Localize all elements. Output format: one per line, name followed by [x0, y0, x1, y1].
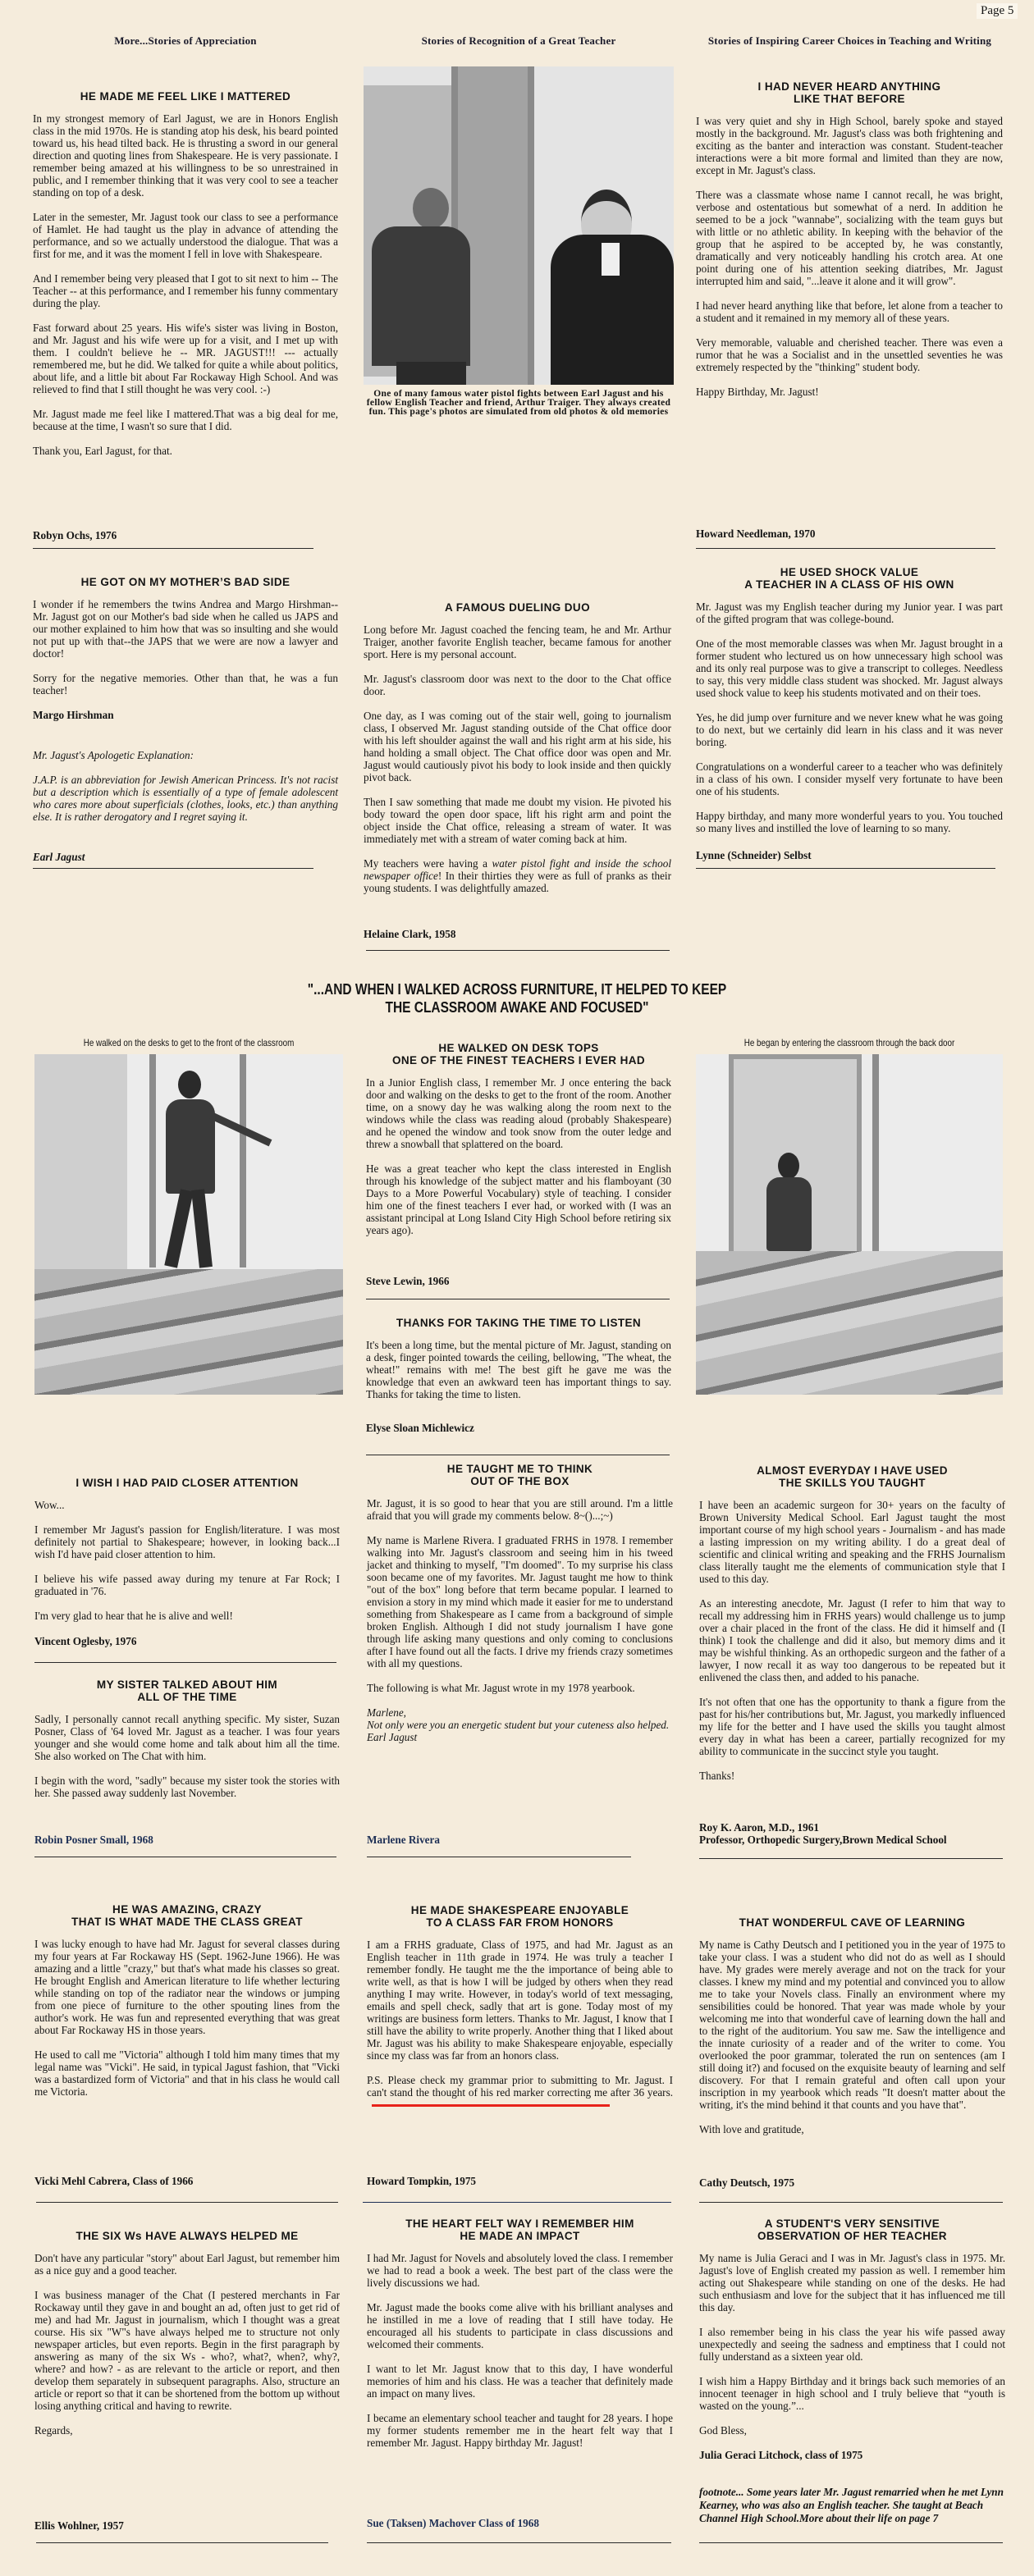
story-that-wonderful-cave-of-learning: [699, 1916, 1005, 2189]
story-paragraph: One of the most memorable classes was when Mr. Jagust brought in a former student who lectured us on how unnecessary high school was and its only real purpose was to give a transcript to colleges. Needless to say, this very middle class student was shocked. Mr. Jagust always used shock value to keep his students motivated and on their toes.: [696, 637, 1003, 699]
story-paragraph: I begin with the word, "sadly" because my sister took the stories with her. She passed away suddenly last November.: [34, 1774, 340, 1799]
story-paragraph: He was a great teacher who kept the class interested in English through his knowledge of the subject matter and his flamboyant (30 Days to a More Powerful Vocabulary) style of teaching. I consider him one of the finest teachers I ever had, or worked with (I was an assistant principal at Long Island City High School before retiring six years ago).: [366, 1162, 671, 1236]
story-paragraph: Mr. Jagust's Apologetic Explanation:: [33, 749, 194, 761]
story-paragraph: Then I saw something that made me doubt my vision. He pivoted his body toward the open door space, lift his right arm and point the object inside the Chat office, releasing a stream of water. It was immediately met with a stream of water coming back at him.: [364, 796, 671, 845]
story-paragraph: With love and gratitude,: [699, 2123, 804, 2135]
story-title: [699, 1916, 1005, 1929]
story-a-students-very-sensitive-observation: [699, 2217, 1005, 2533]
story-title-line: THE SIX Ws HAVE ALWAYS HELPED ME: [75, 2230, 299, 2242]
story-title: [367, 1463, 673, 1487]
story-author: [367, 2175, 673, 2187]
story-paragraph: I remember Mr Jagust's passion for English/literature. I was most definitely not partial to Shakespeare; however, in looking back...I wish I'd have paid closer attention to him.: [34, 1523, 340, 1560]
story-title: [364, 601, 671, 614]
story-paragraph: In my strongest memory of Earl Jagust, we are in Honors English class in the mid 1970s. He is standing atop his desk, his beard pointed toward us, his head tilted back. He is thrusting a sword in our general direction and quoting lines from Shakespeare. He is very passionate. I remember being amazed at his willingness to be so unrestrained in public, and I remember thinking that it was very cool to see a teacher standing on top of a desk.: [33, 112, 338, 199]
author-line: Howard Tompkin, 1975: [367, 2175, 477, 2187]
author-line: Howard Needleman, 1970: [696, 528, 816, 540]
story-he-walked-on-desk-tops: [366, 1042, 671, 1287]
story-author: [34, 1635, 340, 1647]
story-title: [34, 1903, 340, 1928]
story-author: [34, 2175, 340, 2187]
story-author: [367, 2517, 673, 2529]
story-paragraph: My name is Julia Geraci and I was in Mr. Jagust's class in 1975. Mr. Jagust's love of English created my passion as well. I remember him acting out Shakespeare while standing on one of the desks. He had such enthusiasm and love for the subject that it has influenced me till this day.: [699, 2252, 1005, 2313]
story-author: [366, 1275, 671, 1287]
story-author: [34, 2519, 340, 2532]
story-title: [34, 1679, 340, 1703]
story-title: [367, 2217, 673, 2242]
story-title-line: HE TAUGHT ME TO THINK: [446, 1463, 593, 1475]
author-line: Lynne (Schneider) Selbst: [696, 849, 812, 861]
author-line: Helaine Clark, 1958: [364, 928, 456, 940]
author-line: Earl Jagust: [33, 851, 85, 863]
story-title: [696, 566, 1003, 591]
story-paragraph: And I remember being very pleased that I got to sit next to him -- The Teacher -- at this performance, and I remember his funny commentary during the play.: [33, 272, 338, 309]
story-author: [33, 851, 338, 863]
story-paragraph: J.A.P. is an abbreviation for Jewish American Princess. It's not racist but a description which is essentially of a type of female adolescent who cares more about superficials (clothes, looks, etc.) than anything else. It is rather derogatory and I regret saying it.: [33, 774, 338, 823]
banner-heading: [0, 980, 1034, 1016]
banner-line: THE CLASSROOM AWAKE AND FOCUSED": [385, 999, 649, 1016]
story-title-line: I WISH I HAD PAID CLOSER ATTENTION: [75, 1477, 299, 1489]
author-line: Steve Lewin, 1966: [366, 1275, 450, 1287]
story-title: [34, 1477, 340, 1489]
story-paragraph: P.S. Please check my grammar prior to submitting to Mr. Jagust. I can't stand the thought of his red marker correcting me after 36 years.: [367, 2074, 673, 2111]
story-he-made-shakespeare-enjoyable: [367, 1904, 673, 2187]
author-line: Marlene Rivera: [367, 1834, 440, 1846]
story-paragraph: I believe his wife passed away during my tenure at Far Rock; I graduated in '76.: [34, 1573, 340, 1597]
story-paragraph: I have been an academic surgeon for 30+ years on the faculty of Brown University Medical School. Earl Jagust taught the most important course of my high school years - Journalism - and has made a lasting impression on my writing ability. I do a great deal of scientific and clinical writing and speaking and the FRHS Journalism class literally taught me the elements of communication style that I used to this day.: [699, 1499, 1005, 1585]
paragraph-text: ! In their thirties they were as full of pranks as their young students. I was delightfully amazed.: [364, 870, 671, 894]
story-paragraph: Regards,: [34, 2424, 73, 2437]
author-line: Roy K. Aaron, M.D., 1961: [699, 1821, 819, 1834]
story-title-line: A TEACHER IN A CLASS OF HIS OWN: [744, 578, 954, 591]
author-line: Ellis Wohlner, 1957: [34, 2519, 124, 2532]
divider: [699, 2542, 1003, 2543]
story-paragraph: It's not often that one has the opportunity to thank a figure from the past for his/her contributions but, Mr. Jagust, you markedly influenced my life for the better and I have used the skills you taught almost every day in what has been a career, partially recognized for my ability to communicate in the succinct style you taught.: [699, 1696, 1005, 1757]
story-title-line: I HAD NEVER HEARD ANYTHING: [757, 80, 941, 93]
divider: [699, 1858, 1003, 1859]
water-pistol-fight-photo: [364, 66, 674, 385]
story-paragraph: My name is Cathy Deutsch and I petitioned you in the year of 1975 to take your class. I was a student who did not do as well as I should have. My grades were merely average and not on the track for your classes. I knew my mind and my potential and convinced you to allow me to take your Novels class. Finally an environment where my sensibilities could be honored. That year was made whole by your welcoming me into that wonderful cave of learning down the hall and to the right of the auditorium. You saw me. Saw the intelligence and the innate curiosity of a reader and of the writer to come. You overlooked the poor grammar, tolerated the run on sentences (am I still doing it?) and focused on the exquisite beauty of learning and self discovery. For that I remain grateful and often call upon your inscription in my yearbook which reads "It doesn't matter about the writing, it's the mind behind it that counts and you have that".: [699, 1939, 1005, 2111]
story-title: [33, 576, 338, 588]
story-author: [34, 1834, 340, 1846]
story-paragraph: Mr. Jagust made me feel like I mattered.That was a big deal for me, because at the time, I wasn't so sure that I did.: [33, 408, 338, 432]
story-paragraph: Mr. Jagust, it is so good to hear that you are still around. I'm a little afraid that you will grade my comments below. 8~()...;~): [367, 1497, 673, 1522]
story-paragraph: As an interesting anecdote, Mr. Jagust (I refer to him that way to recall my addressing him in FRHS years) would challenge us to jump over a chair placed in the front of the class. He did it himself and (I think) I took the challenge and did it also, but memory dims and it may be wishful thinking. As an orthopedic surgeon and the father of a lawyer, I now recall it as way too dangerous to be repeated but it enlivened the class then, and added to his panache.: [699, 1597, 1005, 1683]
story-title: [34, 2230, 340, 2242]
story-paragraph: I want to let Mr. Jagust know that to this day, I have wonderful memories of him and his class. He was a teacher that definitely made an impact on many lives.: [367, 2363, 673, 2400]
story-paragraph: Mr. Jagust made the books come alive with his brilliant analyses and he instilled in me a love of reading that I still have today. He encouraged all his students to participate in class discussions and welcomed their comments.: [367, 2301, 673, 2350]
story-author: [699, 2176, 1005, 2189]
story-author: [366, 1422, 671, 1434]
story-paragraph: Long before Mr. Jagust coached the fencing team, he and Mr. Arthur Traiger, another favorite English teacher, became famous for another sport. Here is my personal account.: [364, 623, 671, 660]
story-paragraph: God Bless,: [699, 2424, 747, 2437]
story-title-line: LIKE THAT BEFORE: [794, 93, 905, 105]
entering-back-door-photo: [696, 1054, 1003, 1395]
banner-line: "...AND WHEN I WALKED ACROSS FURNITURE, IT HELPED TO KEEP: [307, 981, 727, 998]
story-paragraph: I was lucky enough to have had Mr. Jagust for several classes during my four years at Far Rockaway HS (Sept. 1962-June 1966). He was amazing and a little "crazy," but that's what made his classes so great. He brought English and American literature to life whether lecturing while standing on top of the radiator near the windows or jumping from one piece of furniture to the other spouting lines from the author's work. He was fun and represented everything that was great about Far Rockaway HS in those years.: [34, 1938, 340, 2036]
story-signature: Margo Hirshman: [33, 709, 114, 721]
story-the-heart-felt-way-i-remember-him: [367, 2217, 673, 2529]
story-paragraph: The following is what Mr. Jagust wrote in my 1978 yearbook.: [367, 1682, 635, 1694]
story-title-line: ALMOST EVERYDAY I HAVE USED: [757, 1464, 948, 1477]
story-paragraph: Fast forward about 25 years. His wife's sister was living in Boston, and Mr. Jagust and his wife were up for a visit, and I met up with them. I couldn't believe he -- MR. JAGUST!!! --- actually remembered me, but he did. We talked for quite a while about politics, about life, and a little bit about Far Rockaway High School. And was relieved to find that I still thought he was very cool. :-): [33, 322, 338, 395]
story-paragraph: Very memorable, valuable and cherished teacher. There was even a rumor that he was a Socialist and in the unsettled seventies he was extremely respected by the "thinking" student body.: [696, 336, 1003, 373]
author-line: Vicki Mehl Cabrera, Class of 1966: [34, 2175, 194, 2187]
divider: [696, 548, 995, 549]
story-paragraph: I also remember being in his class the year his wife passed away unexpectedly and seeing the sadness and emptiness that I could not fully understand as a sixteen year old.: [699, 2326, 1005, 2363]
author-line: Professor, Orthopedic Surgery,Brown Medical School: [699, 1834, 947, 1846]
story-title-line: HE WALKED ON DESK TOPS: [438, 1042, 599, 1054]
story-author: [696, 528, 1003, 540]
story-paragraph: Don't have any particular "story" about Earl Jagust, but remember him as a nice guy and a good teacher.: [34, 2252, 340, 2277]
story-paragraph: I wish him a Happy Birthday and it brings back such memories of an innocent teenager in high school and I truly believe that “youth is wasted on the young.”...: [699, 2375, 1005, 2412]
story-paragraph: Happy Birthday, Mr. Jagust!: [696, 386, 819, 398]
story-author: [699, 1821, 1005, 1846]
divider: [36, 2542, 328, 2543]
story-paragraph: I became an elementary school teacher and taught for 28 years. I hope my former students remember me in the heart felt way that I remember Mr. Jagust. Happy birthday Mr. Jagust!: [367, 2412, 673, 2449]
story-signature: Julia Geraci Litchock, class of 1975: [699, 2449, 863, 2461]
story-paragraph: I had Mr. Jagust for Novels and absolutely loved the class. I remember we had to read a book a week. The best part of the class were the lively discussions we had.: [367, 2252, 673, 2289]
story-paragraph: [364, 857, 671, 894]
story-title-line: TO A CLASS FAR FROM HONORS: [426, 1916, 614, 1929]
story-title: [366, 1317, 671, 1329]
story-title-line: HE MADE ME FEEL LIKE I MATTERED: [80, 90, 291, 103]
divider: [696, 868, 995, 869]
story-title-line: OUT OF THE BOX: [470, 1475, 570, 1487]
story-title-line: HE MADE AN IMPACT: [460, 2230, 580, 2242]
story-my-sister-talked-about-him: [34, 1679, 340, 1846]
divider: [366, 950, 670, 951]
divider: [33, 548, 313, 549]
story-paragraph: Sadly, I personally cannot recall anything specific. My sister, Suzan Posner, Class of '64 loved Mr. Jagust as a teacher. I was four years younger and she would come home and talk about him all the time. She also worked on The Chat with him.: [34, 1713, 340, 1762]
story-title-line: A STUDENT'S VERY SENSITIVE: [764, 2217, 940, 2230]
story-paragraph: Later in the semester, Mr. Jagust took our class to see a performance of Hamlet. He had taught us the play in advance of attending the performance, and so we actually understood the dialogue. That was a first for me, and it was the moment I fell in love with Shakespeare.: [33, 211, 338, 260]
story-paragraph: Yes, he did jump over furniture and we never knew what he was going to do next, but we certainly did learn in his class and it was never boring.: [696, 711, 1003, 748]
author-line: Cathy Deutsch, 1975: [699, 2176, 795, 2189]
story-title-line: HE USED SHOCK VALUE: [780, 566, 919, 578]
story-title-line: THE SKILLS YOU TAUGHT: [779, 1477, 926, 1489]
story-i-had-never-heard-anything-like-that: [696, 80, 1003, 540]
story-paragraph: I had never heard anything like that before, let alone from a teacher to a student and it remained in my memory all of these years.: [696, 299, 1003, 324]
story-i-wish-i-had-paid-closer-attention: [34, 1477, 340, 1647]
story-title: [367, 1904, 673, 1929]
story-title-line: OBSERVATION OF HER TEACHER: [757, 2230, 947, 2242]
story-footnote: footnote... Some years later Mr. Jagust remarried when he met Lynn Kearney, who was also an English teacher. She taught at Beach Channel High School.More about their life on page 7: [699, 2486, 1004, 2524]
author-line: Robin Posner Small, 1968: [34, 1834, 153, 1846]
story-title-line: THE HEART FELT WAY I REMEMBER HIM: [405, 2217, 634, 2230]
story-paragraph: I'm very glad to hear that he is alive and well!: [34, 1610, 233, 1622]
story-title: [699, 1464, 1005, 1489]
story-title-line: THAT IS WHAT MADE THE CLASS GREAT: [71, 1916, 303, 1928]
story-title: [33, 90, 338, 103]
story-title-line: A FAMOUS DUELING DUO: [444, 601, 590, 614]
story-paragraph: I was business manager of the Chat (I pestered merchants in Far Rockaway until they gave in and bought an ad, often just to get rid of me) and had Mr. Jagust in journalism, which I thought was a great course. His six "W"s have always helped me to structure not only newspaper articles, but even reports. Begin in the first paragraph by answering as many of the six Ws - who?, what?, when?, why?, where? and how? - as are relevant to the article or report, and then develop them separately in subsequent paragraphs. Also, structure an article or report so that it can be shortened from the bottom up without losing anything critical and having to rewrite.: [34, 2289, 340, 2412]
story-he-taught-me-to-think-out-of-the-box: [367, 1463, 673, 1846]
story-author: [367, 1834, 673, 1846]
divider: [367, 2542, 671, 2543]
story-paragraph: My name is Marlene Rivera. I graduated FRHS in 1978. I remember walking into Mr. Jagust's classroom and seeing him in his tweed jacket and thinking to myself, "I'm doomed". To my surprise his class soon became one of my favorites. Mr. Jagust taught me how to think "out of the box" long before that term became popular. I learned to envision a story in my mind which made it easier for me to understand something from Shakespeare as I came from a background of simple broken English. Although I did not study journalism I have gone through life asking many questions and only coming to conclusions after I have found out all the facts. I drive my friends crazy sometimes with all my questions.: [367, 1534, 673, 1669]
story-title-line: HE GOT ON MY MOTHER’S BAD SIDE: [80, 576, 291, 588]
story-title: [696, 80, 1003, 105]
story-paragraph: It's been a long time, but the mental picture of Mr. Jagust, standing on a desk, finger pointed towards the ceiling, bellowing, "The wheat, the wheat!" remains with me! The best gift he gave me was the knowledge that even an awkward teen has important things to say. Thanks for taking the time to listen.: [366, 1339, 671, 1400]
story-paragraph: Thanks!: [699, 1770, 735, 1782]
story-paragraph: Marlene,: [367, 1706, 406, 1719]
story-title-line: MY SISTER TALKED ABOUT HIM: [96, 1679, 278, 1691]
divider: [363, 2202, 671, 2203]
story-paragraph: There was a classmate whose name I cannot recall, he was bright, verbose and ostentatious but somewhat of a nerd. In addition he seemed to be a jock "wannabe", socializing with the team guys but with little or no athletic ability. In keeping with the behavior of the group that he aspired to be accepted by, he was constantly, dramatically and very noticeably handling his crotch area. At one point during one of his attention seeking diatribes, Mr. Jagust interrupted him and said, "...leave it alone and it will grow".: [696, 189, 1003, 287]
story-paragraph: I am a FRHS graduate, Class of 1975, and had Mr. Jagust as an English teacher in 11th grade in 1974. He was truly a teacher I remember fondly. He taught me the the importance of being able to write well, as that is how I will be judged by others when they read anything I may write. However, in today's world of text messaging, emails and spell check, sadly that art is gone. Today most of my writings are business form letters. Thanks to Mr. Jagust, I know that I still have the ability to write properly. Another thing that I liked about Mr. Jagust was his ability to make Shakespeare enjoyable, especially since my class was far from an honors class.: [367, 1939, 673, 2062]
story-he-used-shock-value: [696, 566, 1003, 861]
story-paragraph: In a Junior English class, I remember Mr. J once entering the back door and walking on the desks to get to the front of the room. Another time, on a snowy day he was walking along the room next to the windows while the class was reading aloud (probably Shakespeare) and he opened the window and took snow from the outer ledge and threw a snowball that splattered on the board.: [366, 1076, 671, 1150]
story-the-six-ws-have-always-helped-me: [34, 2230, 340, 2532]
story-he-got-on-my-mothers-bad-side: [33, 576, 338, 863]
backdoor-photo-caption: He began by entering the classroom through the back door: [743, 1037, 955, 1048]
desks-photo-caption: He walked on the desks to get to the front of the classroom: [83, 1037, 295, 1048]
story-a-famous-dueling-duo: [364, 601, 671, 940]
story-he-was-amazing-crazy: [34, 1903, 340, 2187]
divider: [33, 868, 313, 869]
story-paragraph: One day, as I was coming out of the stair well, going to journalism class, I observed Mr. Jagust standing outside of the Chat office door with his left shoulder against the wall and his right arm at his side, his hand holding a small object. The Chat office door was open and Mr. Jagust would cautiously pivot his body to look inside and then quickly pivot back.: [364, 710, 671, 783]
story-paragraph: Congratulations on a wonderful career to a teacher who was definitely in a class of his own. I consider myself very fortunate to have been one of his students.: [696, 760, 1003, 797]
story-paragraph: Sorry for the negative memories. Other than that, he was a fun teacher!: [33, 672, 338, 697]
author-line: Vincent Oglesby, 1976: [34, 1635, 137, 1647]
story-title-line: THAT WONDERFUL CAVE OF LEARNING: [739, 1916, 966, 1929]
story-paragraph: I wonder if he remembers the twins Andrea and Margo Hirshman--Mr. Jagust got on our Mother's bad side when he called us JAPS and our mother explained to him how that was so insulting and she would not put up with that--the JAPS that we were are now a lawyer and doctor!: [33, 598, 338, 660]
story-author: [364, 928, 671, 940]
story-title: [366, 1042, 671, 1066]
story-he-made-me-feel-like-i-mattered: [33, 90, 338, 541]
column-header-recognition: Stories of Recognition of a Great Teacher: [421, 34, 616, 47]
author-line: Elyse Sloan Michlewicz: [366, 1422, 474, 1434]
emphasized-text: water pistol fight and inside the school newspaper office: [364, 857, 671, 882]
walking-on-desks-photo: [34, 1054, 343, 1395]
column-header-appreciation: More...Stories of Appreciation: [114, 34, 257, 47]
story-title: [699, 2217, 1005, 2242]
story-title-line: HE WAS AMAZING, CRAZY: [112, 1903, 262, 1916]
story-author: [696, 849, 1003, 861]
story-title-line: THANKS FOR TAKING THE TIME TO LISTEN: [396, 1317, 642, 1329]
story-paragraph: Mr. Jagust's classroom door was next to the door to the Chat office door.: [364, 673, 671, 697]
water-pistol-photo-caption: One of many famous water pistol fights between Earl Jagust and his fellow English Teacher and friend, Arthur Traiger. They always created fun. This page's photos are simulated from old photos & old memories: [366, 389, 671, 417]
story-title-line: ONE OF THE FINEST TEACHERS I EVER HAD: [391, 1054, 646, 1066]
story-title-line: ALL OF THE TIME: [137, 1691, 237, 1703]
paragraph-text: My teachers were having a: [364, 857, 492, 870]
story-paragraph: Thank you, Earl Jagust, for that.: [33, 445, 172, 457]
page-number: Page 5: [977, 3, 1018, 19]
story-paragraph: Not only were you an energetic student but your cuteness also helped.: [367, 1719, 670, 1731]
column-header-career-choices: Stories of Inspiring Career Choices in Teaching and Writing: [707, 34, 992, 47]
story-almost-everyday-i-have-used-the-skills: [699, 1464, 1005, 1846]
divider: [34, 1662, 336, 1663]
story-paragraph: Earl Jagust: [367, 1731, 418, 1743]
story-paragraph: He used to call me "Victoria" although I told him many times that my legal name was "Vicki". He said, in typical Jagust fashion, that "Vicki was a bastardized form of Victoria" and that in his class he would call me Victoria.: [34, 2048, 340, 2098]
story-title-line: HE MADE SHAKESPEARE ENJOYABLE: [410, 1904, 629, 1916]
story-paragraph: I was very quiet and shy in High School, barely spoke and stayed mostly in the background. Mr. Jagust's class was both frightening and exciting as the banter and interaction was constant. Student-teacher interactions were a bit more formal and limited than they are now, except in Mr. Jagust's class.: [696, 115, 1003, 176]
story-author: [33, 529, 338, 541]
story-paragraph: Wow...: [34, 1499, 65, 1511]
story-paragraph: Mr. Jagust was my English teacher during my Junior year. I was part of the gifted program that was college-bound.: [696, 601, 1003, 625]
author-line: Robyn Ochs, 1976: [33, 529, 117, 541]
author-line: Sue (Taksen) Machover Class of 1968: [367, 2517, 539, 2529]
story-thanks-for-taking-the-time-to-listen: [366, 1317, 671, 1434]
divider: [36, 2202, 338, 2203]
story-paragraph: Happy birthday, and many more wonderful years to you. You touched so many lives and instilled the love of learning to so many.: [696, 810, 1003, 834]
divider: [699, 2202, 1003, 2203]
